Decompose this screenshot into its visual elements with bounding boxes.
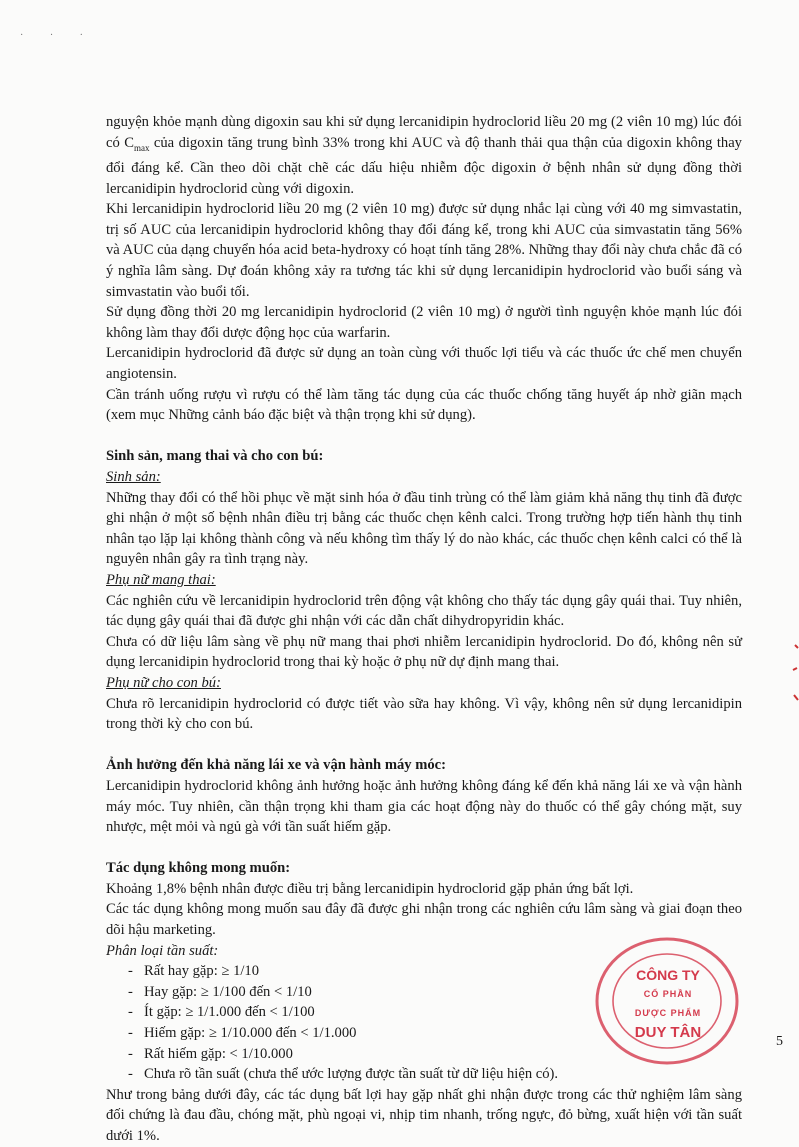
- paragraph-warfarin: Sử dụng đồng thời 20 mg lercanidipin hydroclorid (2 viên 10 mg) ở người tình nguyện khỏe mạnh lúc đói không làm thay đổi dược động học của warfarin.: [106, 304, 742, 341]
- subheading-lactation: Phụ nữ cho con bú:: [106, 674, 221, 691]
- paragraph-diuretics: Lercanidipin hydroclorid đã được sử dụng an toàn cùng với thuốc lợi tiểu và các thuốc ức chế men chuyển angiotensin.: [106, 345, 742, 383]
- list-item: - Rất hay gặp: ≥ 1/10: [128, 961, 742, 982]
- heading-driving: Ảnh hưởng đến khả năng lái xe và vận hành máy móc:: [106, 757, 447, 774]
- scan-marks: · · ·: [20, 30, 95, 41]
- page-number: 5: [776, 1034, 783, 1049]
- paragraph-digoxin: nguyện khỏe mạnh dùng digoxin sau khi sử dụng lercanidipin hydroclorid liều 20 mg (2 viên 10 mg) lúc đói có $C_{max}$ của digoxin tăng trung bình 33% trong khi AUC và độ thanh thải qua thận của digoxin không thay đổi đáng kể. Cần theo dõi chặt chẽ các dấu hiệu nhiễm độc digoxin ở bệnh nhân sử dụng đồng thời lercanidipin hydroclorid cùng với digoxin.: [106, 114, 742, 197]
- text-pregnancy-1: Các nghiên cứu về lercanidipin hydroclorid trên động vật không cho thấy tác dụng gây quái thai. Tuy nhiên, tác dụng gây quái thai đã được ghi nhận với các dẫn chất dihydropyridin khác.: [106, 592, 742, 630]
- list-item: - Ít gặp: ≥ 1/1.000 đến < 1/100: [128, 1002, 742, 1023]
- paragraph-simvastatin: Khi lercanidipin hydroclorid liều 20 mg (2 viên 10 mg) được sử dụng nhắc lại cùng với 40 mg simvastatin, trị số AUC của lercanidipin hydroclorid không thay đổi đáng kể, trong khi AUC của simvastatin tăng 56% và AUC của dạng chuyển hóa acid beta-hydroxy có hoạt tính tăng 28%. Những thay đổi này chưa chắc đã có ý nghĩa lâm sàng. Dự đoán không xảy ra tương tác khi sử dụng lercanidipin hydroclorid vào buổi sáng và simvastatin vào buổi tối.: [106, 201, 742, 300]
- text-fertility: Những thay đổi có thể hồi phục về mặt sinh hóa ở đầu tinh trùng có thể làm giảm khả năng thụ tinh đã được ghi nhận ở một số bệnh nhân điều trị bằng các thuốc chẹn kênh calci. Trong trường hợp tiến hành thụ tinh nhân tạo lặp lại không thành công và nếu không tìm thấy lý do nào khác, các thuốc chẹn kênh calci có thể là nguyên nhân gây ra tình trạng này.: [106, 489, 742, 568]
- heading-reproduction: Sinh sản, mang thai và cho con bú:: [106, 448, 324, 465]
- subheading-fertility: Sinh sản:: [106, 469, 161, 485]
- list-item: - Chưa rõ tần suất (chưa thể ước lượng được tần suất từ dữ liệu hiện có).: [128, 1064, 742, 1085]
- text-pregnancy-2: Chưa có dữ liệu lâm sàng về phụ nữ mang thai phơi nhiễm lercanidipin hydroclorid. Do đó, không nên sử dụng lercanidipin hydroclorid trong thai kỳ hoặc ở phụ nữ dự định mang thai.: [106, 633, 742, 671]
- text-driving: Lercanidipin hydroclorid không ảnh hưởng hoặc ảnh hưởng không đáng kể đến khả năng lái xe và vận hành máy móc. Tuy nhiên, cần thận trọng khi tham gia các hoạt động này do thuốc có thể gây chóng mặt, suy nhược, mệt mỏi và ngủ gà với tần suất hiếm gặp.: [106, 777, 742, 836]
- text-lactation: Chưa rõ lercanidipin hydroclorid có được tiết vào sữa hay không. Vì vậy, không nên sử dụng lercanidipin trong thời kỳ cho con bú.: [106, 695, 742, 733]
- subheading-pregnancy: Phụ nữ mang thai:: [106, 571, 216, 588]
- paragraph-alcohol: Cần tránh uống rượu vì rượu có thể làm tăng tác dụng của các thuốc chống tăng huyết áp nhờ giãn mạch (xem mục Những cảnh báo đặc biệt và thận trọng khi sử dụng).: [106, 386, 742, 424]
- stamp-text: CÔNG TY CỔ PHẦN DƯỢC PHẨM DUY TÂN: [634, 967, 702, 1041]
- list-item: - Rất hiếm gặp: < 1/10.000: [128, 1044, 742, 1065]
- heading-adverse-effects: Tác dụng không mong muốn:: [106, 860, 291, 877]
- edge-marks: [785, 640, 799, 720]
- text-adverse-3: Như trong bảng dưới đây, các tác dụng bất lợi hay gặp nhất ghi nhận được trong các thử nghiệm lâm sàng đối chứng là đau đầu, chóng mặt, phù ngoại vi, nhịp tim nhanh, trống ngực, đỏ bừng, xuất hiện với tần suất dưới 1%.: [106, 1086, 742, 1144]
- text-adverse-2: Các tác dụng không mong muốn sau đây đã được ghi nhận trong các nghiên cứu lâm sàng và giai đoạn theo dõi hậu marketing.: [106, 901, 742, 939]
- list-item: - Hay gặp: ≥ 1/100 đến < 1/10: [128, 982, 742, 1003]
- text-adverse-1: Khoảng 1,8% bệnh nhân được điều trị bằng lercanidipin hydroclorid gặp phản ứng bất lợi.: [106, 880, 634, 897]
- list-item: - Hiếm gặp: ≥ 1/10.000 đến < 1/1.000: [128, 1023, 742, 1044]
- frequency-label: Phân loại tần suất:: [106, 942, 219, 959]
